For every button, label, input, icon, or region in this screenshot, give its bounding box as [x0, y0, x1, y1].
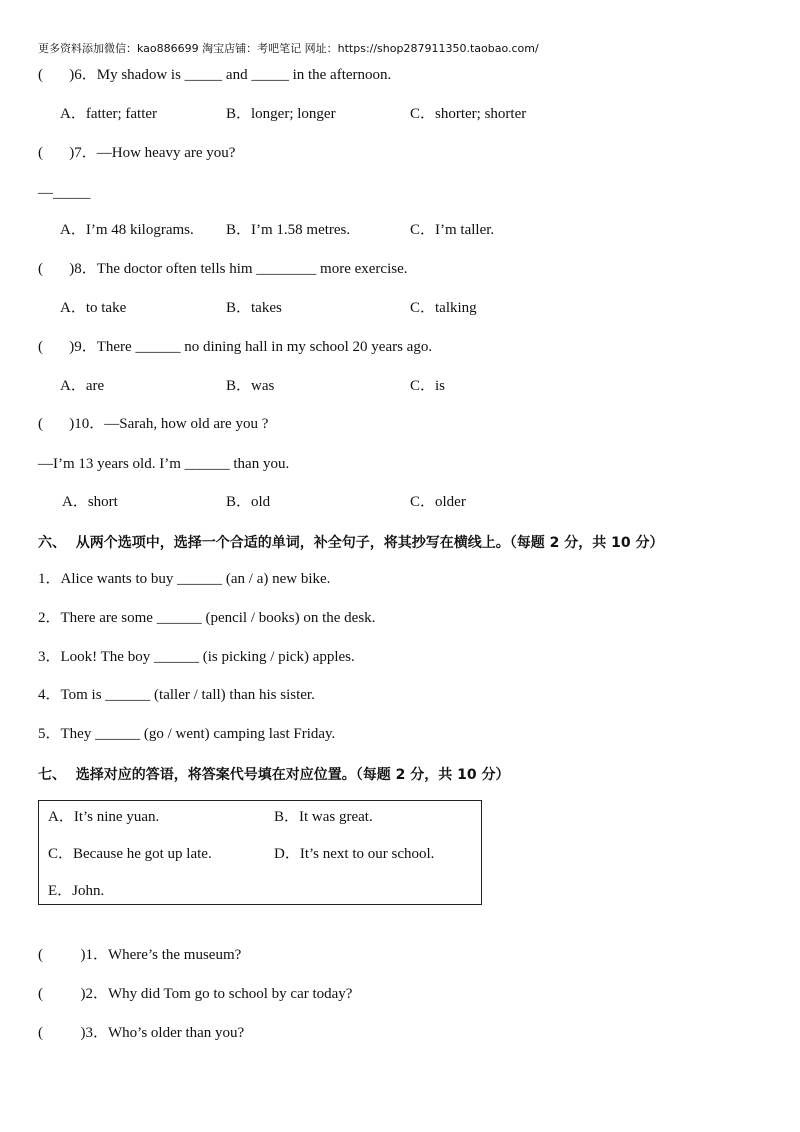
question-7-answer-line: —_____ [38, 185, 91, 201]
section-7-item-3: ( )3．Who’s older than you? [38, 1025, 245, 1041]
section-6-item-5: 5．They ______ (go / went) camping last Friday. [38, 726, 336, 742]
section-6-item-2: 2．There are some ______ (pencil / books) on the desk. [38, 610, 376, 626]
question-10-option-c: C．older [410, 494, 466, 510]
question-10-option-a: A．short [62, 494, 118, 510]
question-6-stem: ( )6．My shadow is _____ and _____ in the afternoon. [38, 67, 392, 83]
question-10-line-2: —I’m 13 years old. I’m ______ than you. [38, 456, 290, 472]
answer-option-b: B．It was great. [274, 809, 373, 825]
question-6-option-c: C．shorter; shorter [410, 106, 527, 122]
section-7-title: 七、 选择对应的答语，将答案代号填在对应位置。（每题 2 分，共 10 分） [38, 767, 510, 783]
question-7-stem: ( )7．—How heavy are you? [38, 145, 236, 161]
section-6-item-4: 4．Tom is ______ (taller / tall) than his sister. [38, 687, 315, 703]
section-6-item-1: 1．Alice wants to buy ______ (an / a) new bike. [38, 571, 331, 587]
question-10-option-b: B．old [226, 494, 271, 510]
answer-option-e: E．John. [48, 883, 105, 899]
question-8-option-c: C．talking [410, 300, 477, 316]
section-7-item-2: ( )2．Why did Tom go to school by car today? [38, 986, 353, 1002]
question-7-option-b: B．I’m 1.58 metres. [226, 222, 351, 238]
question-9-option-c: C．is [410, 378, 446, 394]
question-7-option-a: A．I’m 48 kilograms. [60, 222, 194, 238]
question-8-option-b: B．takes [226, 300, 282, 316]
question-9-stem: ( )9．There ______ no dining hall in my school 20 years ago. [38, 339, 433, 355]
answer-option-a: A．It’s nine yuan. [48, 809, 160, 825]
question-8-option-a: A．to take [60, 300, 127, 316]
section-6-title: 六、 从两个选项中，选择一个合适的单词，补全句子，将其抄写在横线上。（每题 2 分，共 10 分） [38, 535, 664, 551]
question-6-option-a: A．fatter; fatter [60, 106, 158, 122]
question-9-option-a: A．are [60, 378, 105, 394]
question-9-option-b: B．was [226, 378, 275, 394]
answer-option-c: C．Because he got up late. [48, 846, 212, 862]
section-6-item-3: 3．Look! The boy ______ (is picking / pick) apples. [38, 649, 355, 665]
page-header: 更多资料添加微信：kao886699 淘宝店铺：考吧笔记 网址：https://shop287911350.taobao.com/ [38, 42, 539, 55]
question-6-option-b: B．longer; longer [226, 106, 336, 122]
question-7-option-c: C．I’m taller. [410, 222, 495, 238]
answer-option-d: D．It’s next to our school. [274, 846, 435, 862]
section-7-item-1: ( )1．Where’s the museum? [38, 947, 242, 963]
question-10-stem: ( )10．—Sarah, how old are you ? [38, 416, 269, 432]
question-8-stem: ( )8．The doctor often tells him ________ more exercise. [38, 261, 408, 277]
